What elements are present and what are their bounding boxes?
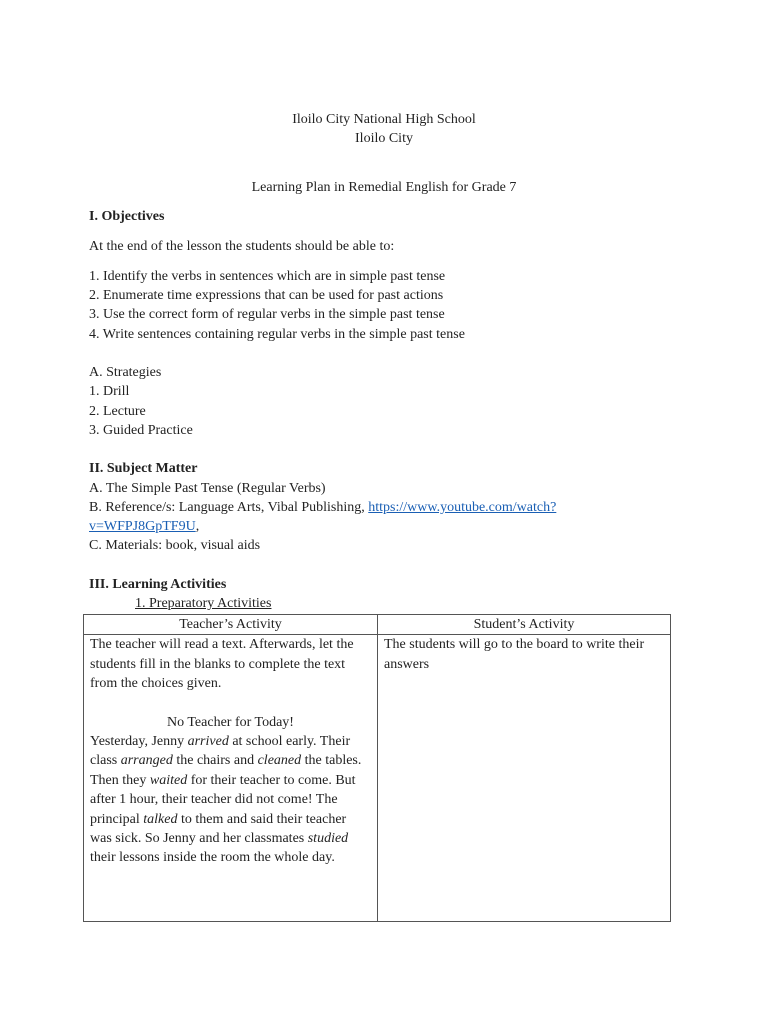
subject-matter-heading: II. Subject Matter — [89, 461, 198, 476]
table-row — [84, 635, 671, 922]
plan-title: Learning Plan in Remedial English for Grade 7 — [251, 180, 517, 195]
reference-line — [89, 498, 556, 517]
strategy-item: 3. Guided Practice — [89, 423, 193, 438]
subject-topic: A. The Simple Past Tense (Regular Verbs) — [89, 481, 326, 496]
activities-table — [83, 614, 671, 922]
materials-line: C. Materials: book, visual aids — [89, 538, 261, 553]
reference-prefix: B. Reference/s: Language Arts, Vibal Publishing, — [89, 500, 369, 515]
school-name: Iloilo City National High School — [292, 112, 476, 127]
story-verb: waited — [149, 772, 188, 788]
story-segment: their lessons inside the room the whole day. — [90, 850, 335, 866]
story-verb: arrived — [187, 734, 229, 750]
story-segment: the chairs and — [172, 753, 258, 769]
reference-link-continued[interactable]: v=WFPJ8GpTF9U — [89, 519, 196, 534]
reference-line-2 — [89, 517, 199, 536]
story-verb: cleaned — [257, 753, 302, 769]
reference-suffix: , — [195, 519, 200, 534]
student-activity-cell — [378, 635, 671, 922]
objective-item: 3. Use the correct form of regular verbs in the simple past tense — [89, 307, 445, 322]
objective-item: 2. Enumerate time expressions that can be used for past actions — [89, 288, 444, 303]
city-name: Iloilo City — [355, 131, 413, 146]
student-activity-header: Student’s Activity — [378, 615, 671, 635]
student-instructions: The students will go to the board to write their answers — [384, 637, 645, 672]
teacher-instructions: The teacher will read a text. Afterwards, let the students fill in the blanks to complete the text from the choices given. — [90, 637, 354, 692]
teacher-activity-cell — [84, 635, 378, 922]
strategy-item: 2. Lecture — [89, 404, 146, 419]
strategies-heading: A. Strategies — [89, 365, 162, 380]
story-verb: studied — [307, 831, 349, 847]
learning-activities-heading: III. Learning Activities — [89, 577, 227, 592]
teacher-activity-header: Teacher’s Activity — [84, 615, 378, 635]
story-segment: at school early. Their class — [90, 734, 351, 769]
objectives-heading: I. Objectives — [89, 209, 165, 224]
story-segment: for their teacher to come. But after 1 hour, their teacher did not come! The principal — [90, 772, 356, 827]
story-text — [90, 732, 371, 868]
table-header-row — [84, 615, 671, 635]
story-verb: talked — [143, 811, 178, 827]
story-segment: Yesterday, Jenny — [90, 734, 188, 750]
story-title: No Teacher for Today! — [167, 714, 294, 730]
objectives-intro: At the end of the lesson the students should be able to: — [89, 239, 395, 254]
story-verb: arranged — [120, 753, 173, 769]
objective-item: 1. Identify the verbs in sentences which are in simple past tense — [89, 269, 446, 284]
reference-link[interactable]: https://www.youtube.com/watch? — [368, 500, 557, 515]
story-segment: to them and said their teacher was sick. So Jenny and her classmates — [90, 811, 347, 847]
preparatory-activities-heading: 1. Preparatory Activities — [135, 596, 272, 611]
story-segment: the tables. Then they — [90, 753, 362, 788]
strategy-item: 1. Drill — [89, 384, 130, 399]
objective-item: 4. Write sentences containing regular verbs in the simple past tense — [89, 327, 465, 342]
